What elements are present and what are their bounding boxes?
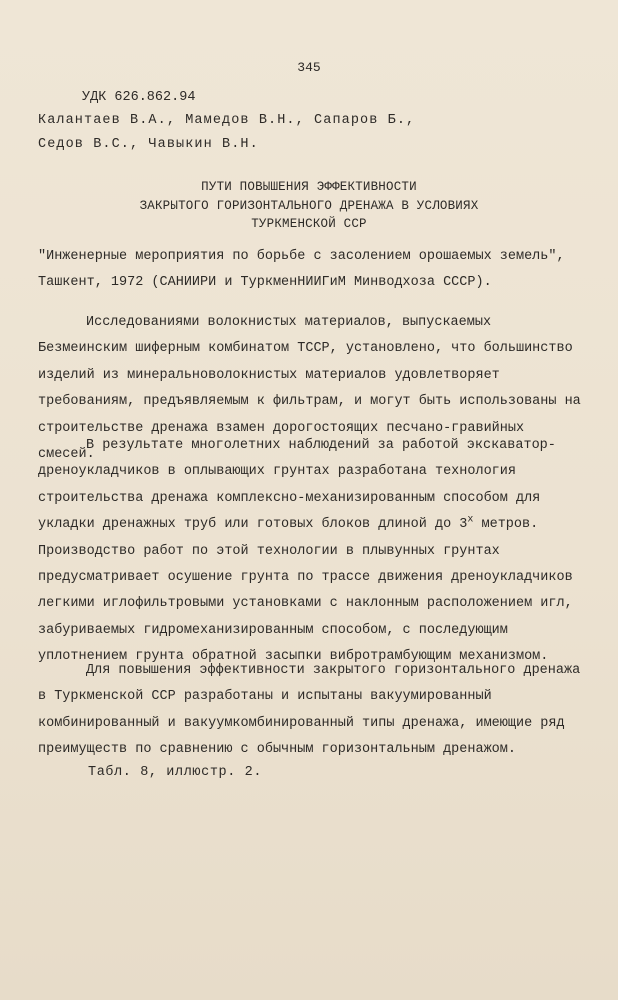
paragraph-technology-text-b: метров. Производство работ по этой технологии в плывунных грунтах предусматривает осушение грунта по трассе движения дреноукладчиков легкими иглофильтровыми установками с наклонным расположением игл, забуриваемых гидромеханизированным способом, с последующим уплотнением грунта обратной засыпки вибротрамбующим механизмом.: [38, 517, 573, 665]
title-line-2: ЗАКРЫТОГО ГОРИЗОНТАЛЬНОГО ДРЕНАЖА В УСЛОВИЯХ: [139, 199, 479, 213]
source-citation-line-1: "Инженерные мероприятия по борьбе с засолением орошаемых земель",: [38, 249, 565, 264]
authors-line-1: Калантаев В.А., Мамедов В.Н., Сапаров Б.,: [38, 113, 416, 128]
udc-code: УДК 626.862.94: [82, 90, 196, 105]
superscript-x: x: [467, 514, 474, 526]
paragraph-technology-text-a: В результате многолетних наблюдений за работой экскаватор-дреноукладчиков в оплывающих грунтах разработана технология строительства дренажа комплексно-механизированным способом для укладки дренажных труб или готовых блоков длиной до 3: [38, 438, 556, 533]
source-citation-line-2: Ташкент, 1972 (САНИИРИ и ТуркменНИИГиМ Минводхоза СССР).: [38, 275, 492, 290]
paragraph-filters: Исследованиями волокнистых материалов, выпускаемых Безмеинским шиферным комбинатом ТССР, установлено, что большинство изделий из минеральноволокнистых материалов удовлетворяет требованиям, предъявляемым к фильтрам, и могут быть использованы на строительстве дренажа взамен дорогостоящих песчано-гравийных смесей.: [38, 315, 581, 463]
title-line-3: ТУРКМЕНСКОЙ ССР: [251, 217, 367, 231]
authors-line-2: Седов В.С., Чавыкин В.Н.: [38, 137, 259, 152]
paragraph-technology: [38, 433, 583, 671]
page-number: 345: [297, 60, 321, 75]
tables-illustrations-note: Табл. 8, иллюстр. 2.: [88, 765, 263, 780]
title-line-1: ПУТИ ПОВЫШЕНИЯ ЭФФЕКТИВНОСТИ: [201, 180, 417, 194]
paragraph-drainage-types: Для повышения эффективности закрытого горизонтального дренажа в Туркменской ССР разработаны и испытаны вакуумированный комбинированный и вакуумкомбинированный типы дренажа, имеющие ряд преимуществ по сравнению с обычным горизонтальным дренажом.: [38, 663, 581, 758]
